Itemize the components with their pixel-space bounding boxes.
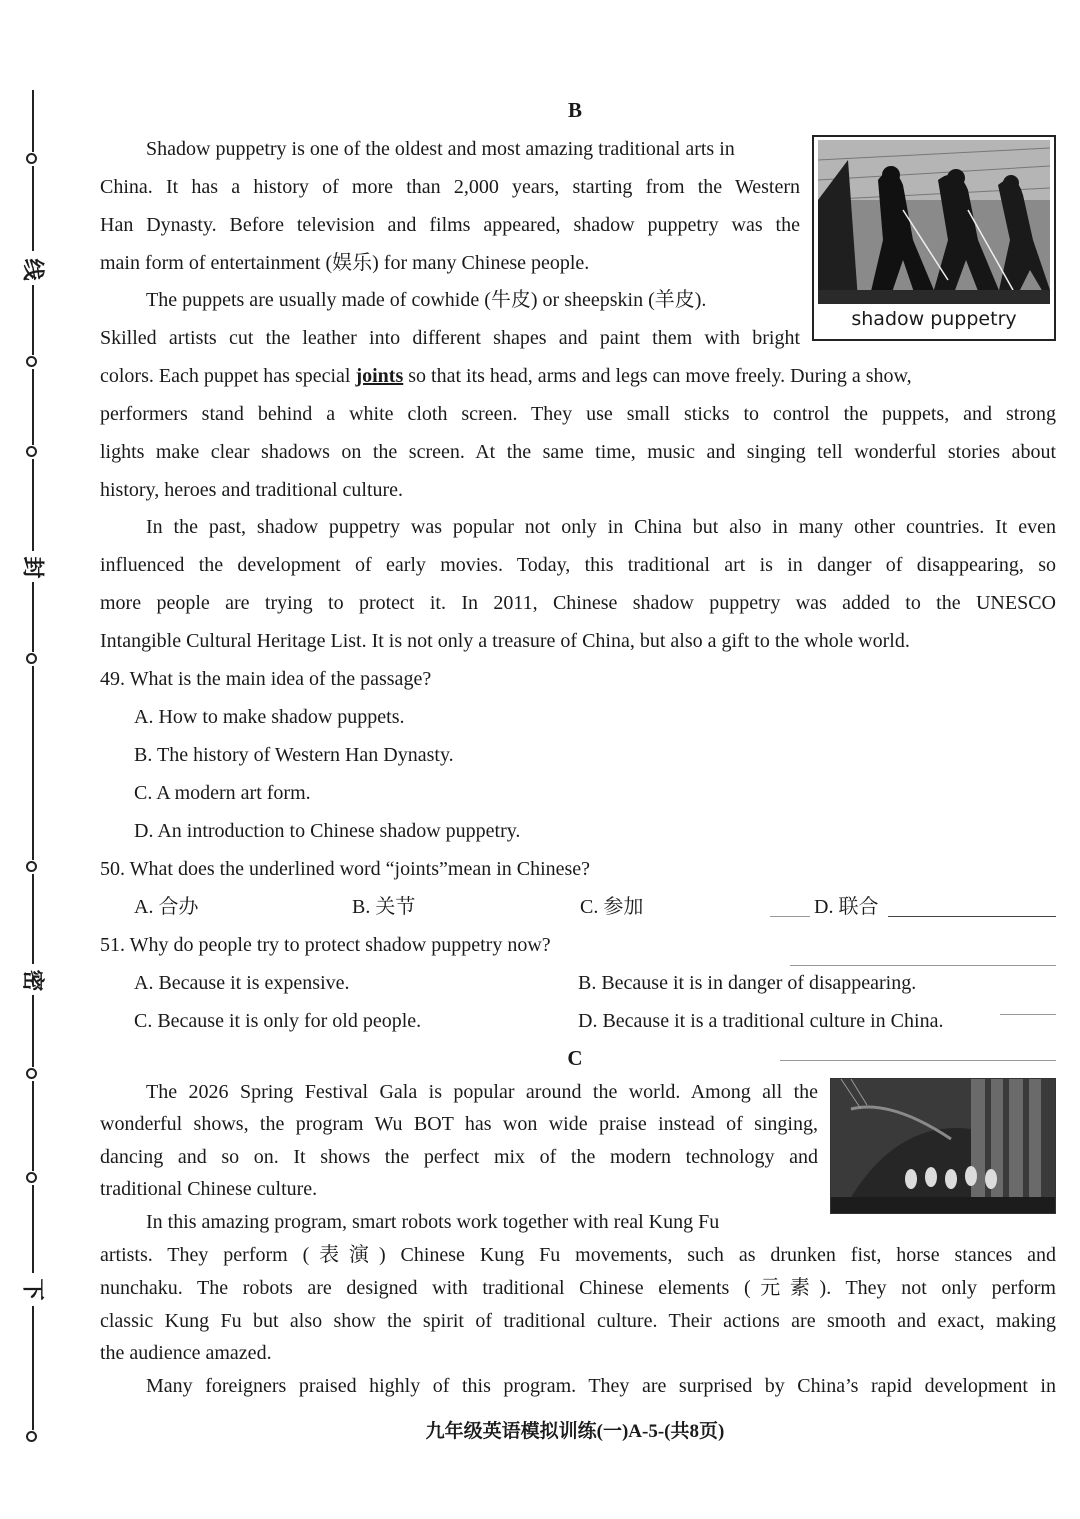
question-49: 49. What is the main idea of the passage?	[100, 668, 432, 690]
q51-option-c: C. Because it is only for old people.	[134, 1010, 422, 1032]
passage-b-line: Shadow puppetry is one of the oldest and most amazing traditional arts in	[146, 138, 735, 160]
passage-c-line: Many foreigners praised highly of this program. They are surprised by China’s rapid development in	[146, 1375, 1056, 1397]
q49-option-a: A. How to make shadow puppets.	[134, 706, 405, 728]
passage-c-line: the audience amazed.	[100, 1342, 272, 1364]
wu-bot-image	[830, 1078, 1056, 1214]
binding-char: 封	[20, 556, 46, 579]
section-b-title: B	[567, 98, 582, 122]
underlined-word-joints: joints	[355, 365, 404, 387]
binding-char: 线	[20, 258, 46, 281]
passage-c-line: traditional Chinese culture.	[100, 1178, 318, 1200]
passage-c-line: In this amazing program, smart robots work together with real Kung Fu	[146, 1211, 720, 1233]
q51-option-b: B. Because it is in danger of disappearing.	[578, 972, 917, 994]
binding-char: 密	[20, 969, 46, 992]
binding-hole	[26, 1172, 37, 1183]
passage-b-line: In the past, shadow puppetry was popular not only in China but also in many other countries. It even	[146, 516, 1056, 538]
passage-b-line: performers stand behind a white cloth screen. They use small sticks to control the puppets, and strong	[100, 403, 1056, 425]
passage-c-line: classic Kung Fu but also show the spirit of traditional culture. Their actions are smooth and exact, making	[100, 1310, 1056, 1332]
q50-option-b: B. 关节	[352, 896, 416, 918]
binding-hole	[26, 861, 37, 872]
q49-option-c: C. A modern art form.	[134, 782, 311, 804]
section-c-title: C	[567, 1046, 583, 1070]
passage-b-line: more people are trying to protect it. In 2011, Chinese shadow puppetry was added to the UNESCO	[100, 592, 1056, 614]
q51-option-d: D. Because it is a traditional culture in China.	[578, 1010, 944, 1032]
passage-c-line: dancing and so on. It shows the perfect mix of the modern technology and	[100, 1146, 818, 1168]
passage-b-line: Intangible Cultural Heritage List. It is not only a treasure of China, but also a gift to the whole world.	[100, 630, 910, 652]
q50-option-d: D. 联合	[814, 896, 879, 918]
q49-option-d: D. An introduction to Chinese shadow puppetry.	[134, 820, 521, 842]
q50-option-c: C. 参加	[580, 896, 644, 918]
question-51: 51. Why do people try to protect shadow puppetry now?	[100, 934, 551, 956]
shadow-puppetry-image	[818, 140, 1050, 304]
passage-b-line: influenced the development of early movies. Today, this traditional art is in danger of disappearing, so	[100, 554, 1056, 576]
passage-c-line: artists. They perform (表演) Chinese Kung Fu movements, such as drunken fist, horse stances and	[100, 1244, 1056, 1266]
q51-option-a: A. Because it is expensive.	[134, 972, 350, 994]
binding-hole	[26, 653, 37, 664]
passage-b-line: China. It has a history of more than 2,000 years, starting from the Western	[100, 176, 800, 198]
passage-b-line: main form of entertainment (娱乐) for many Chinese people.	[100, 252, 590, 274]
passage-b-line: Han Dynasty. Before television and films appeared, shadow puppetry was the	[100, 214, 800, 236]
page-footer: 九年级英语模拟训练(一)A-5-(共8页)	[425, 1421, 725, 1442]
passage-c-line: nunchaku. The robots are designed with traditional Chinese elements (元素). They not only perform	[100, 1277, 1056, 1299]
passage-b-line: Skilled artists cut the leather into different shapes and paint them with bright	[100, 327, 800, 349]
passage-b-line: history, heroes and traditional culture.	[100, 479, 404, 501]
passage-b-line: lights make clear shadows on the screen. At the same time, music and singing tell wonderful stories about	[100, 441, 1056, 463]
q49-option-b: B. The history of Western Han Dynasty.	[134, 744, 454, 766]
q50-option-a: A. 合办	[134, 896, 199, 918]
passage-b-joints-line: colors. Each puppet has special joints so that its head, arms and legs can move freely. During a show,	[100, 365, 912, 387]
passage-c-line: wonderful shows, the program Wu BOT has won wide praise instead of singing,	[100, 1113, 818, 1135]
binding-hole	[26, 356, 37, 367]
image-caption: shadow puppetry	[851, 308, 1017, 330]
binding-char: 下	[20, 1278, 46, 1301]
question-50: 50. What does the underlined word “joints”mean in Chinese?	[100, 858, 591, 880]
binding-hole	[26, 153, 37, 164]
passage-b-line: The puppets are usually made of cowhide (牛皮) or sheepskin (羊皮).	[146, 289, 707, 311]
binding-hole	[26, 446, 37, 457]
passage-c-line: The 2026 Spring Festival Gala is popular around the world. Among all the	[146, 1081, 818, 1103]
